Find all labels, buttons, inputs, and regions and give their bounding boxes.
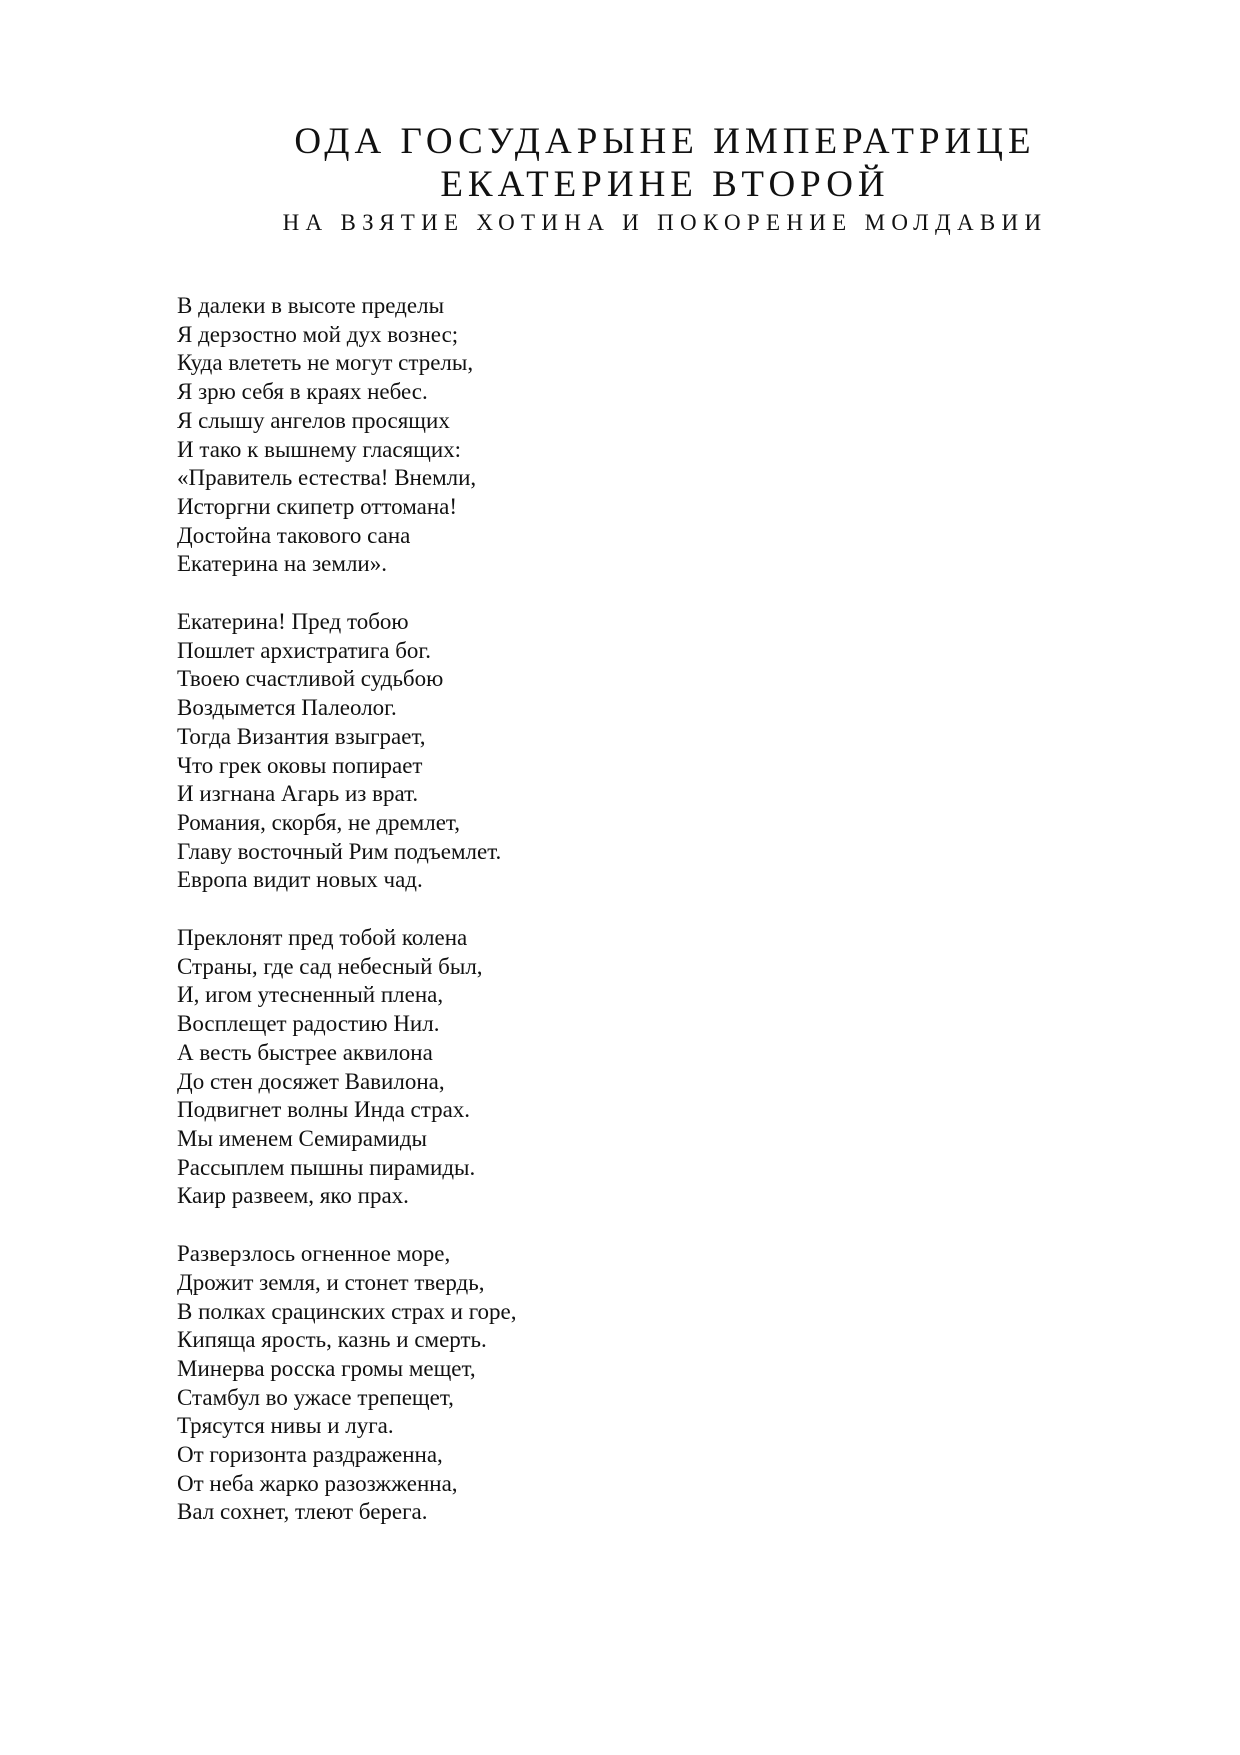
poem-line: Мы именем Семирамиды bbox=[177, 1125, 427, 1151]
poem-line: Романия, скорбя, не дремлет, bbox=[177, 809, 460, 835]
poem-line: Стамбул во ужасе трепещет, bbox=[177, 1384, 454, 1410]
poem-line: «Правитель естества! Внемли, bbox=[177, 465, 477, 491]
poem-line: Разверзлось огненное море, bbox=[177, 1241, 451, 1267]
poem-line: Кипяща ярость, казнь и смерть. bbox=[177, 1327, 487, 1353]
stanza-3 bbox=[177, 924, 877, 1211]
poem-line: И изгнана Агарь из врат. bbox=[177, 781, 419, 807]
poem-body bbox=[177, 292, 877, 1556]
poem-line: Куда влететь не могут стрелы, bbox=[177, 350, 474, 376]
poem-line: Достойна такового сана bbox=[177, 522, 411, 548]
poem-line: Подвигнет волны Инда страх. bbox=[177, 1097, 471, 1123]
poem-line: Екатерина! Пред тобою bbox=[177, 609, 409, 635]
poem-line: До стен досяжет Вавилона, bbox=[177, 1068, 445, 1094]
poem-line: В далеки в высоте пределы bbox=[177, 293, 445, 318]
poem-line: Воздымется Палеолог. bbox=[177, 695, 397, 721]
poem-line: Главу восточный Рим подъемлет. bbox=[177, 838, 502, 864]
title-line-2: ЕКАТЕРИНЕ ВТОРОЙ bbox=[440, 164, 890, 205]
poem-line: От горизонта раздраженна, bbox=[177, 1442, 443, 1468]
poem-line: Трясутся нивы и луга. bbox=[177, 1413, 394, 1439]
poem-line: И, игом утесненный плена, bbox=[177, 982, 444, 1008]
poem-line: От неба жарко разозжженна, bbox=[177, 1470, 458, 1496]
poem-line: Екатерина на земли». bbox=[177, 551, 387, 577]
poem-line: Пошлет архистратига бог. bbox=[177, 637, 432, 663]
poem-line: Минерва росска громы мещет, bbox=[177, 1355, 476, 1381]
poem-line: Рассыплем пышны пирамиды. bbox=[177, 1154, 476, 1180]
poem-line: Каир развеем, яко прах. bbox=[177, 1183, 409, 1209]
stanza-2 bbox=[177, 608, 877, 895]
title-block bbox=[250, 120, 1080, 237]
poem-line: Я зрю себя в краях небес. bbox=[177, 379, 428, 405]
poem-line: Что грек оковы попирает bbox=[177, 752, 423, 778]
poem-line: А весть быстрее аквилона bbox=[177, 1039, 433, 1065]
poem-line: В полках срацинских страх и горе, bbox=[177, 1298, 517, 1324]
poem-line: Европа видит новых чад. bbox=[177, 867, 423, 893]
poem-line: Я слышу ангелов просящих bbox=[177, 407, 450, 433]
title-line-1: ОДА ГОСУДАРЫНЕ ИМПЕРАТРИЦЕ bbox=[294, 121, 1036, 162]
subtitle: НА ВЗЯТИЕ ХОТИНА И ПОКОРЕНИЕ МОЛДАВИИ bbox=[282, 210, 1048, 235]
poem-line: Исторгни скипетр оттомана! bbox=[177, 493, 457, 519]
stanza-1 bbox=[177, 292, 877, 579]
poem-line: Вал сохнет, тлеют берега. bbox=[177, 1499, 428, 1525]
poem-line: Восплещет радостию Нил. bbox=[177, 1011, 440, 1037]
poem-line: Дрожит земля, и стонет твердь, bbox=[177, 1269, 485, 1295]
poem-line: Я дерзостно мой дух вознес; bbox=[177, 321, 459, 347]
poem-line: Твоею счастливой судьбою bbox=[177, 666, 444, 692]
poem-line: Преклонят пред тобой колена bbox=[177, 925, 468, 951]
poem-line: И тако к вышнему гласящих: bbox=[177, 436, 462, 462]
poem-line: Тогда Византия взыграет, bbox=[177, 723, 426, 749]
poem-line: Страны, где сад небесный был, bbox=[177, 953, 483, 979]
stanza-4 bbox=[177, 1240, 877, 1527]
